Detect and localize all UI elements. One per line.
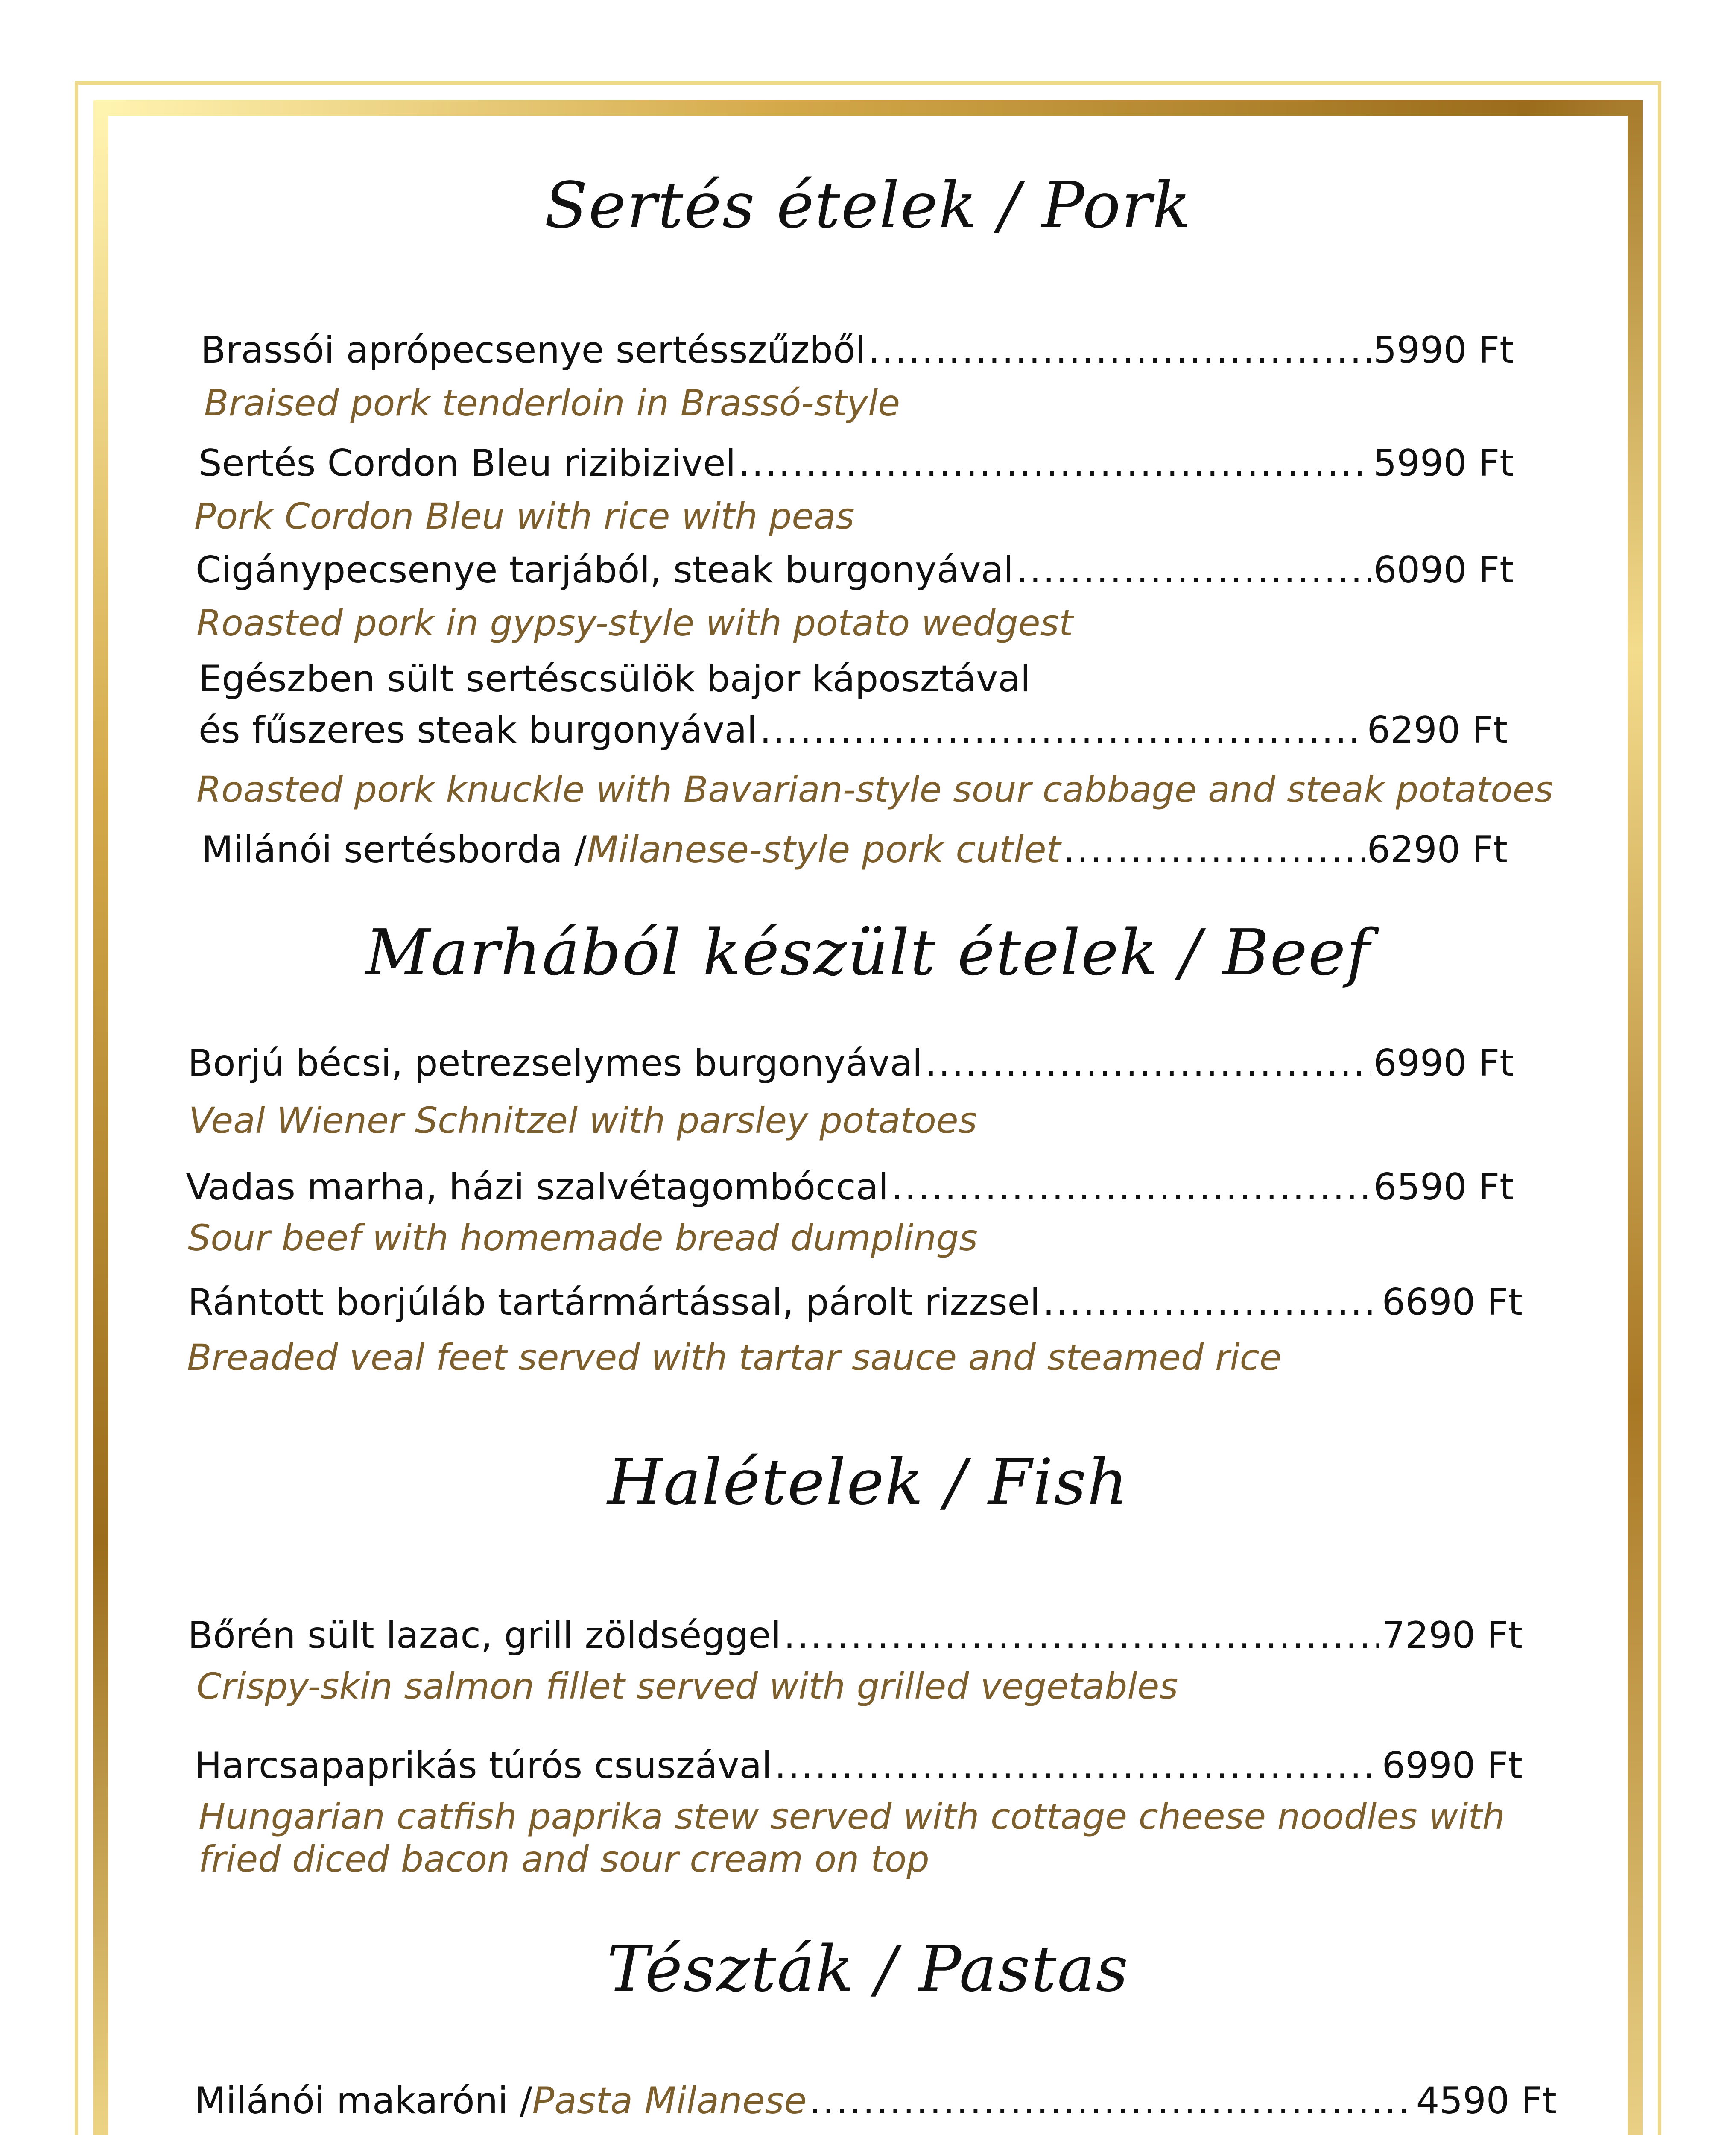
item-name: Borjú bécsi, petrezselymes burgonyával [188, 1042, 923, 1085]
item-name: Cigánypecsenye tarjából, steak burgonyával [196, 549, 1014, 591]
menu-item [201, 329, 1514, 371]
leader-dots [1063, 828, 1364, 871]
menu-item [188, 1614, 1523, 1657]
item-translation: Roasted pork knuckle with Bavarian-style sour cabbage and steak potatoes [196, 769, 1554, 810]
item-translation: Sour beef with homemade bread dumplings [188, 1217, 978, 1259]
item-translation-inline: Pasta Milanese [532, 2079, 807, 2122]
item-price: 5990 Ft [1373, 329, 1514, 371]
item-price: 5990 Ft [1373, 442, 1514, 485]
item-translation: Crispy-skin salmon fillet served with grilled vegetables [196, 1665, 1178, 1707]
menu-item [199, 709, 1508, 752]
item-price: 6690 Ft [1382, 1281, 1523, 1324]
leader-dots [1043, 1281, 1379, 1324]
item-price: 6290 Ft [1367, 828, 1508, 871]
item-translation-line1: Hungarian catfish paprika stew served with cottage cheese noodles with [199, 1796, 1505, 1837]
section-title-beef: Marhából készült ételek / Beef [365, 916, 1371, 989]
menu-item [196, 549, 1514, 591]
item-name: Bőrén sült lazac, grill zöldséggel [188, 1614, 781, 1657]
leader-dots [783, 1614, 1379, 1657]
menu-item [186, 1166, 1514, 1208]
item-translation: Veal Wiener Schnitzel with parsley potatoes [189, 1100, 977, 1141]
item-price: 6990 Ft [1382, 1744, 1523, 1787]
leader-dots [925, 1042, 1371, 1085]
item-price: 6990 Ft [1373, 1042, 1514, 1085]
item-name: és fűszeres steak burgonyával [199, 709, 757, 752]
item-name: Vadas marha, házi szalvétagombóccal [186, 1166, 889, 1208]
item-name: Milánói sertésborda / [202, 828, 587, 871]
item-name: Milánói makaróni / [194, 2079, 532, 2122]
item-name-line1: Egészben sült sertéscsülök bajor káposztával [199, 658, 1031, 700]
leader-dots [891, 1166, 1371, 1208]
item-price: 4590 Ft [1416, 2079, 1557, 2122]
section-title-pork: Sertés ételek / Pork [544, 169, 1192, 242]
item-price: 7290 Ft [1382, 1614, 1523, 1657]
leader-dots [760, 709, 1364, 752]
menu-item [202, 828, 1508, 871]
item-price: 6090 Ft [1373, 549, 1514, 591]
leader-dots [868, 329, 1371, 371]
section-title-fish: Halételek / Fish [607, 1445, 1129, 1519]
menu-item [194, 2079, 1557, 2122]
section-title-pastas: Tészták / Pastas [607, 1932, 1129, 2006]
item-translation-line2: fried diced bacon and sour cream on top [199, 1838, 929, 1880]
leader-dots [774, 1744, 1379, 1787]
item-translation: Braised pork tenderloin in Brassó-style [204, 382, 900, 424]
leader-dots [809, 2079, 1413, 2122]
item-translation: Breaded veal feet served with tartar sauce and steamed rice [187, 1337, 1282, 1378]
item-translation: Pork Cordon Bleu with rice with peas [194, 495, 855, 537]
item-name: Harcsapaprikás túrós csuszával [194, 1744, 772, 1787]
item-translation: Roasted pork in gypsy-style with potato wedgest [196, 602, 1073, 644]
leader-dots [1016, 549, 1371, 591]
item-price: 6590 Ft [1373, 1166, 1514, 1208]
menu-item [188, 1281, 1523, 1324]
item-name: Brassói aprópecsenye sertésszűzből [201, 329, 866, 371]
leader-dots [738, 442, 1371, 485]
menu-item [199, 442, 1514, 485]
menu-item [194, 1744, 1523, 1787]
item-name: Rántott borjúláb tartármártással, párolt rizzsel [188, 1281, 1040, 1324]
item-name: Sertés Cordon Bleu rizibizivel [199, 442, 736, 485]
item-price: 6290 Ft [1367, 709, 1508, 752]
menu-item [188, 1042, 1514, 1085]
item-translation-inline: Milanese-style pork cutlet [587, 828, 1061, 871]
